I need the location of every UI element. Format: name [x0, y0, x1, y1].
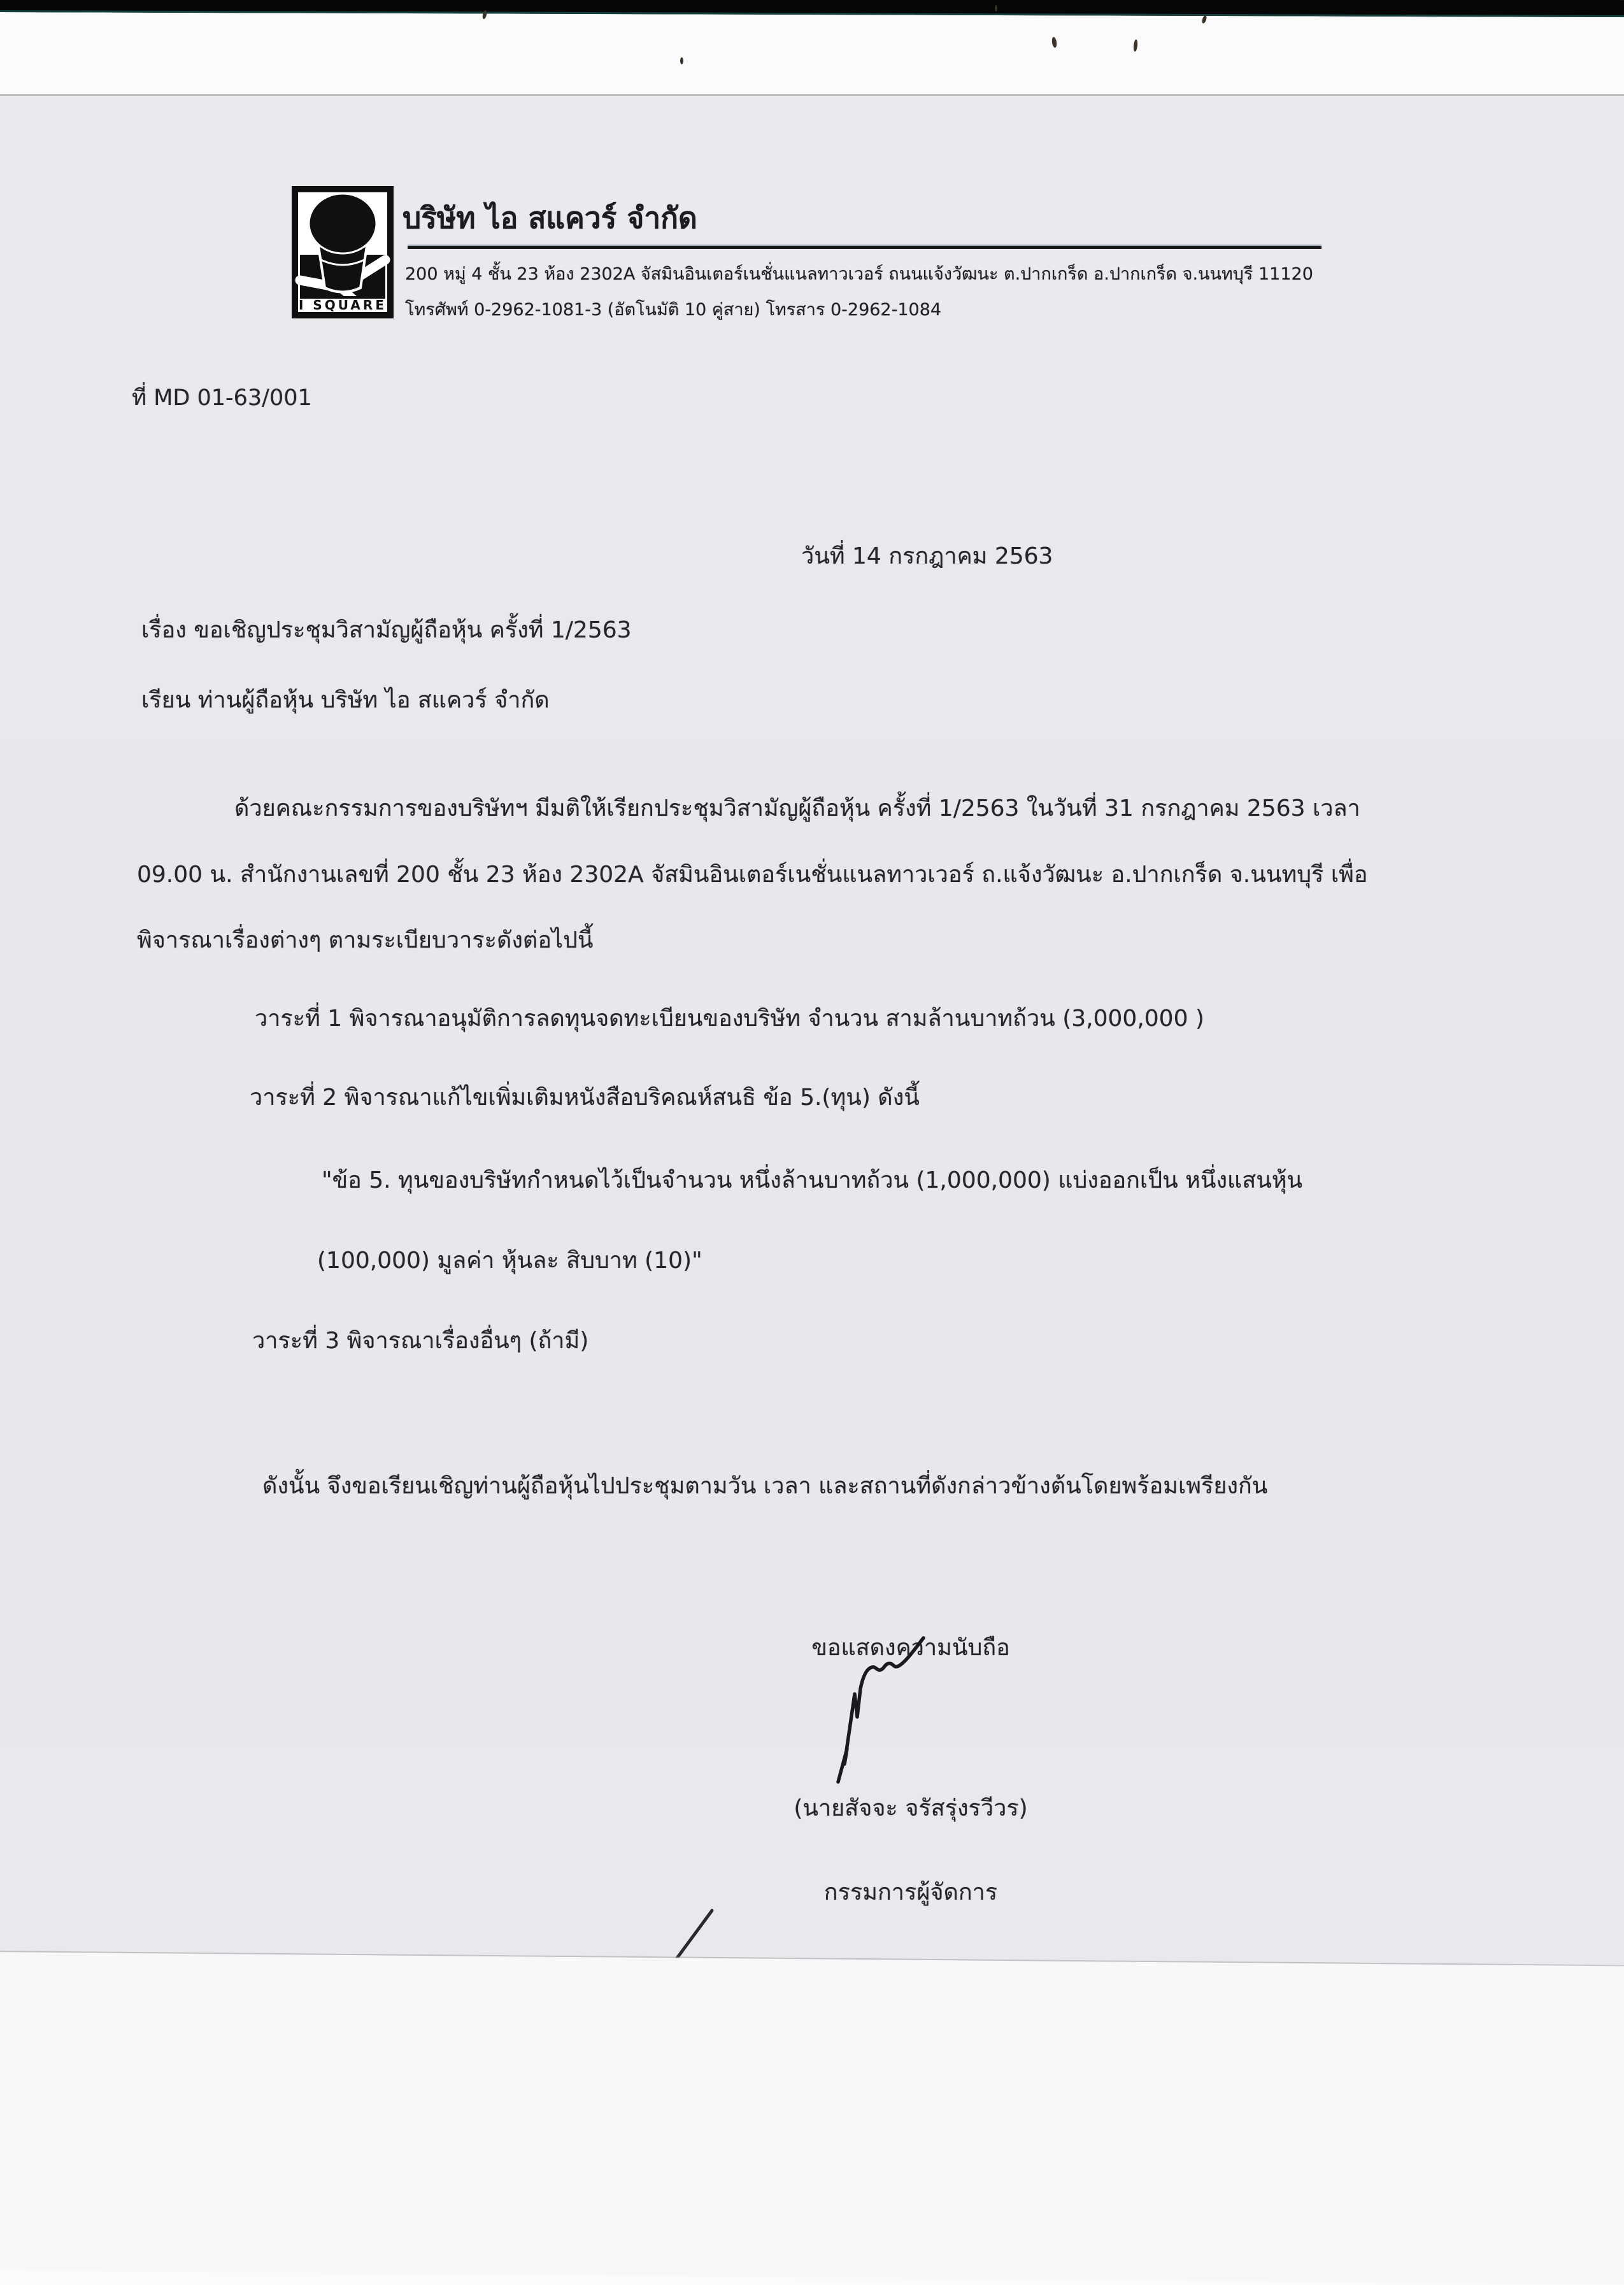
signer-title: กรรมการผู้จัดการ [823, 1879, 998, 1905]
body-paragraph-line-3: พิจารณาเรื่องต่างๆ ตามระเบียบวาระดังต่อไปนี้ [137, 927, 594, 953]
salutation-line: เรียน ท่านผู้ถือหุ้น บริษัท ไอ สแควร์ จำกัด [141, 687, 550, 713]
company-address: 200 หมู่ 4 ชั้น 23 ห้อง 2302A จัสมินอินเตอร์เนชั่นแนลทาวเวอร์ ถนนแจ้งวัฒนะ ต.ปากเกร็ด อ.ปากเกร็ด จ.นนทบุรี 11120 [405, 264, 1313, 284]
dust-speck [995, 5, 997, 11]
agenda-item-2: วาระที่ 2 พิจารณาแก้ไขเพิ่มเติมหนังสือบริคณห์สนธิ ข้อ 5.(ทุน) ดังนี้ [250, 1085, 920, 1111]
i-square-logo [292, 186, 394, 318]
header-divider [408, 246, 1321, 249]
dust-speck [1133, 39, 1138, 52]
scan-bottom-edge [0, 1952, 1624, 2285]
agenda-item-3: วาระที่ 3 พิจารณาเรื่องอื่นๆ (ถ้ามี) [252, 1328, 589, 1354]
closing-line: ดังนั้น จึงขอเรียนเชิญท่านผู้ถือหุ้นไปประชุมตามวัน เวลา และสถานที่ดังกล่าวข้างต้นโดยพร้อมเพรียงกัน [262, 1473, 1268, 1499]
signoff-line: ขอแสดงความนับถือ [811, 1635, 1010, 1661]
body-paragraph-line-1: ด้วยคณะกรรมการของบริษัทฯ มีมติให้เรียกประชุมวิสามัญผู้ถือหุ้น ครั้งที่ 1/2563 ในวันที่ 31 กรกฎาคม 2563 เวลา [234, 795, 1360, 822]
dust-speck [1201, 15, 1207, 24]
body-paragraph-line-2: 09.00 น. สำนักงานเลขที่ 200 ชั้น 23 ห้อง 2302A จัสมินอินเตอร์เนชั่นแนลทาวเวอร์ ถ.แจ้งวัฒนะ อ.ปากเกร็ด จ.นนทบุรี เพื่อ [137, 862, 1368, 888]
company-name: บริษัท ไอ สแควร์ จำกัด [402, 201, 697, 235]
subject-line: เรื่อง ขอเชิญประชุมวิสามัญผู้ถือหุ้น ครั้งที่ 1/2563 [141, 617, 632, 643]
clause5-quote-line-2: (100,000) มูลค่า หุ้นละ สิบบาท (10)" [317, 1248, 702, 1274]
signer-name: (นายสัจจะ จรัสรุ่งรวีวร) [794, 1795, 1028, 1821]
doc-number-line: ที่ MD 01-63/001 [132, 385, 312, 411]
clause5-quote-line-1: "ข้อ 5. ทุนของบริษัทกำหนดไว้เป็นจำนวน หนึ่งล้านบาทถ้วน (1,000,000) แบ่งออกเป็น หนึ่งแสนหุ้น [322, 1167, 1303, 1193]
dust-speck [680, 57, 683, 64]
date-line: วันที่ 14 กรกฎาคม 2563 [801, 543, 1053, 569]
dust-speck [1051, 37, 1057, 48]
logo-wordmark: I SQUARE [299, 297, 387, 313]
scanner-edge-artifact [0, 0, 1624, 17]
company-phone: โทรศัพท์ 0-2962-1081-3 (อัตโนมัติ 10 คู่สาย) โทรสาร 0-2962-1084 [405, 300, 942, 320]
agenda-item-1: วาระที่ 1 พิจารณาอนุมัติการลดทุนจดทะเบียนของบริษัท จำนวน สามล้านบาทถ้วน (3,000,000 ) [255, 1006, 1204, 1032]
